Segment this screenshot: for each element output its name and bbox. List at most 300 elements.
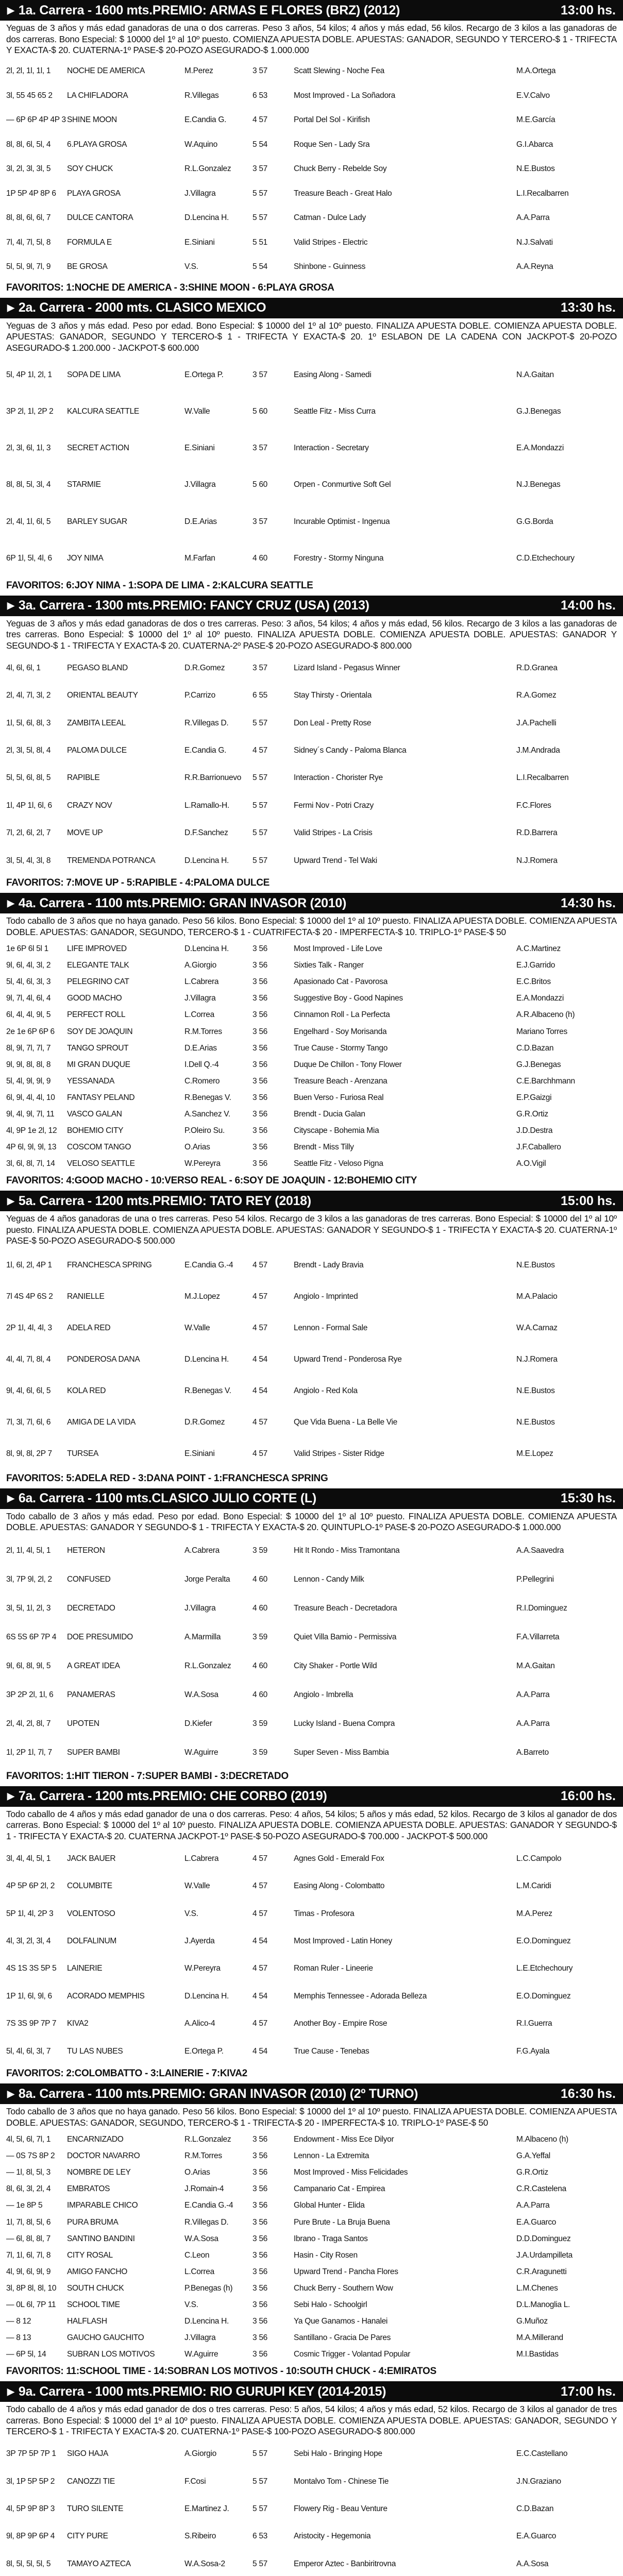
result-row xyxy=(6,157,617,181)
pedigree: Valid Stripes - Electric xyxy=(294,238,368,247)
pedigree: Roman Ruler - Lineerie xyxy=(294,1964,373,1973)
race-time: 14:00 hs. xyxy=(560,598,616,613)
pedigree: Quiet Villa Bamio - Permissiva xyxy=(294,1633,397,1642)
jockey: E.Siniani xyxy=(184,1449,215,1459)
pedigree: Valid Stripes - Sister Ridge xyxy=(294,1449,384,1459)
pedigree: True Cause - Tenebas xyxy=(294,2046,369,2056)
jockey: A.Giorgio xyxy=(184,2449,216,2459)
jockey: W.Valle xyxy=(184,407,210,416)
jockey: R.Villegas D. xyxy=(184,718,229,727)
trainer: E.C.Castellano xyxy=(516,2449,568,2459)
form-positions: 2l, 4l, 2l, 8l, 7 xyxy=(6,1719,51,1728)
jockey: E.Candia G.-4 xyxy=(184,1261,233,1270)
age-weight: 4 57 xyxy=(252,1324,267,1333)
age-weight: 5 57 xyxy=(252,801,267,810)
jockey: R.Villegas D. xyxy=(184,2217,229,2227)
form-positions: 9l, 6l, 4l, 3l, 2 xyxy=(6,961,51,970)
trainer: N.E.Bustos xyxy=(516,1386,555,1396)
jockey: L.Cabrera xyxy=(184,1854,219,1863)
trainer: M.E.Lopez xyxy=(516,1449,553,1459)
form-positions: — 6P 6P 4P 4P 3 xyxy=(6,115,66,125)
pedigree: Fermi Nov - Potri Crazy xyxy=(294,801,374,810)
race-header xyxy=(0,1488,623,1509)
race-conditions: Todo caballo de 4 años y más edad ganador de dos o tres carreras. Peso: 5 años, 54 kilos; 4 años y más edad, 52 kilos. Recargo de 3 kilos al ganador de tres carreras. Bono Especial: $ 10000 del 1º al 10º puesto. FINALIZA APUESTA DOBLE. COMIENZA APUESTA DOBLE. APUESTAS: GANADOR, SEGUNDO Y TERCERO-$ 1 - TRIFECTA Y EXACTA-$ 20. CUATERNA-1º PASE-$ 100-POZO ASEGURADO-$ 800.000 xyxy=(6,2404,617,2436)
jockey: V.S. xyxy=(184,262,198,271)
form-positions: 1l, 2P 1l, 7l, 7 xyxy=(6,1748,52,1757)
pedigree: Catman - Dulce Lady xyxy=(294,213,366,223)
form-positions: 9l, 7l, 4l, 6l, 4 xyxy=(6,994,51,1003)
jockey: J.Villagra xyxy=(184,189,216,198)
race-header xyxy=(0,2381,623,2402)
pedigree: Santillano - Gracia De Pares xyxy=(294,2333,391,2342)
trainer: C.D.Bazan xyxy=(516,2504,554,2514)
trainer: G.J.Benegas xyxy=(516,407,561,416)
horse-name: KIVA2 xyxy=(67,2019,89,2028)
pedigree: Cosmic Trigger - Volantad Popular xyxy=(294,2349,411,2359)
form-positions: 1P 5P 4P 8P 6 xyxy=(6,189,56,198)
jockey: R.L.Gonzalez xyxy=(184,1662,231,1671)
pedigree: Treasure Beach - Decretadora xyxy=(294,1603,397,1613)
horse-name: CONFUSED xyxy=(67,1574,111,1584)
pedigree: Another Boy - Empire Rose xyxy=(294,2019,388,2028)
horse-name: IMPARABLE CHICO xyxy=(67,2201,138,2210)
result-row xyxy=(6,1090,617,1106)
age-weight: 3 56 xyxy=(252,2349,267,2359)
jockey: D.Lencina H. xyxy=(184,856,229,865)
trainer: F.C.Flores xyxy=(516,801,551,810)
trainer: J.N.Graziano xyxy=(516,2477,561,2486)
race-title: 4a. Carrera - 1100 mts.PREMIO: GRAN INVASOR (2010) xyxy=(18,895,347,910)
horse-name: DULCE CANTORA xyxy=(67,213,133,223)
pedigree: Chuck Berry - Southern Wow xyxy=(294,2283,393,2293)
form-positions: 4P 6l, 9l, 9l, 13 xyxy=(6,1142,57,1151)
form-positions: 2l, 2l, 1l, 1l, 1 xyxy=(6,66,51,76)
age-weight: 3 56 xyxy=(252,1093,267,1102)
result-row xyxy=(6,654,617,682)
age-weight: 6 53 xyxy=(252,91,267,100)
result-row xyxy=(6,847,617,874)
age-weight: 3 56 xyxy=(252,1159,267,1168)
horse-name: JOY NIMA xyxy=(67,553,104,563)
trainer: R.I.Dominguez xyxy=(516,1603,567,1613)
pedigree: Shinbone - Guinness xyxy=(294,262,366,271)
pedigree: Stay Thirsty - Orientala xyxy=(294,691,372,700)
result-row xyxy=(6,792,617,819)
horse-name: KALCURA SEATTLE xyxy=(67,407,139,416)
horse-name: LAINERIE xyxy=(67,1964,103,1973)
pedigree: Angiolo - Imprinted xyxy=(294,1292,358,1301)
horse-name: SCHOOL TIME xyxy=(67,2300,120,2309)
jockey: R.L.Gonzalez xyxy=(184,164,231,174)
age-weight: 5 54 xyxy=(252,262,267,271)
jockey: D.Kiefer xyxy=(184,1719,212,1728)
pedigree: Orpen - Conmurtive Soft Gel xyxy=(294,480,391,489)
horse-name: NOMBRE DE LEY xyxy=(67,2168,131,2177)
form-positions: 7l, 4l, 7l, 5l, 8 xyxy=(6,238,51,247)
horse-name: VELOSO SEATTLE xyxy=(67,1159,135,1168)
trainer: G.G.Borda xyxy=(516,517,553,526)
pedigree: Chuck Berry - Rebelde Soy xyxy=(294,164,387,174)
race-time: 13:30 hs. xyxy=(560,300,616,315)
result-row xyxy=(6,2131,617,2148)
jockey: D.F.Sanchez xyxy=(184,828,228,838)
horse-name: HETERON xyxy=(67,1546,105,1555)
result-row xyxy=(6,1139,617,1156)
form-positions: 7l, 2l, 6l, 2l, 7 xyxy=(6,828,51,838)
age-weight: 3 56 xyxy=(252,2283,267,2293)
age-weight: 4 60 xyxy=(252,1690,267,1700)
result-row xyxy=(6,2181,617,2197)
horse-name: TANGO SPROUT xyxy=(67,1043,129,1053)
pedigree: Global Hunter - Elida xyxy=(294,2201,365,2210)
result-row xyxy=(6,2441,617,2468)
form-positions: 2e 1e 6P 6P 6 xyxy=(6,1027,55,1036)
result-row xyxy=(6,503,617,540)
age-weight: 4 54 xyxy=(252,2046,267,2056)
trainer: M.A.Ortega xyxy=(516,66,556,76)
trainer: G.I.Abarca xyxy=(516,140,553,149)
jockey: E.Candia G.-4 xyxy=(184,2201,233,2210)
trainer: C.D.Etchechoury xyxy=(516,553,575,563)
pedigree: Campanario Cat - Empirea xyxy=(294,2184,385,2194)
horse-name: COSCOM TANGO xyxy=(67,1142,131,1151)
result-row xyxy=(6,1845,617,1872)
horse-name: GOOD MACHO xyxy=(67,994,122,1003)
horse-name: TAMAYO AZTECA xyxy=(67,2559,131,2568)
pedigree: Most Improved - Miss Felicidades xyxy=(294,2168,408,2177)
form-positions: 3l, 2l, 3l, 3l, 5 xyxy=(6,164,51,174)
jockey: D.E.Arias xyxy=(184,517,217,526)
jockey: O.Arias xyxy=(184,1142,210,1151)
trainer: A.A.Sosa xyxy=(516,2559,549,2568)
pedigree: Memphis Tennessee - Adorada Belleza xyxy=(294,1991,427,2001)
pedigree: Suggestive Boy - Good Napines xyxy=(294,994,403,1003)
form-positions: 6l, 4l, 4l, 9l, 5 xyxy=(6,1010,51,1020)
trainer: E.A.Mondazzi xyxy=(516,444,564,453)
horse-name: TURSEA xyxy=(67,1449,99,1459)
jockey: D.R.Gomez xyxy=(184,663,225,672)
pedigree: City Shaker - Portle Wild xyxy=(294,1662,377,1671)
form-positions: 3P 7P 5P 7P 1 xyxy=(6,2449,56,2459)
race-section xyxy=(0,2083,623,2381)
result-row xyxy=(6,974,617,990)
result-row xyxy=(6,1652,617,1681)
jockey: W.Pereyra xyxy=(184,1964,221,1973)
age-weight: 5 57 xyxy=(252,828,267,838)
jockey: F.Cosi xyxy=(184,2477,206,2486)
horse-name: GAUCHO GAUCHITO xyxy=(67,2333,144,2342)
results-list xyxy=(0,1249,623,1471)
age-weight: 3 56 xyxy=(252,2151,267,2161)
horse-name: EMBRATOS xyxy=(67,2184,110,2194)
trainer: M.A.Palacio xyxy=(516,1292,558,1301)
age-weight: 3 57 xyxy=(252,444,267,453)
jockey: D.Lencina H. xyxy=(184,1991,229,2001)
pedigree: Endowment - Miss Ece Dilyor xyxy=(294,2135,394,2144)
horse-name: JACK BAUER xyxy=(67,1854,116,1863)
race-header xyxy=(0,1786,623,1807)
horse-name: UPOTEN xyxy=(67,1719,99,1728)
horse-name: BE GROSA xyxy=(67,262,108,271)
race-time: 17:00 hs. xyxy=(560,2384,616,2399)
race-conditions: Todo caballo de 4 años y más edad ganador de una o dos carreras. Peso: 4 años, 54 kilos; 5 años y más edad, 52 kilos. Recargo de 3 kilos al ganador de dos carreras. Bono Especial: $ 10000 del 1º al 10º puesto. FINALIZA APUESTA DOBLE. COMIENZA APUESTA DOBLE. APUESTAS: GANADOR Y SEGUNDO-$ 1 - TRIFECTA Y EXACTA-$ 20. CUATERNA JACKPOT-1º PASE-$ 50-POZO ASEGURADO-$ 700.000 - JACKPOT-$ 500.000 xyxy=(6,1808,617,1841)
pedigree: Montalvo Tom - Chinese Tie xyxy=(294,2477,389,2486)
result-row xyxy=(6,737,617,764)
form-positions: 2l, 4l, 1l, 6l, 5 xyxy=(6,517,51,526)
form-positions: 6l, 9l, 4l, 4l, 10 xyxy=(6,1093,55,1102)
form-positions: 4l, 9l, 6l, 9l, 9 xyxy=(6,2267,51,2276)
trainer: R.D.Granea xyxy=(516,663,558,672)
triangle-right-icon: ▶ xyxy=(7,1791,14,1801)
race-conditions: Todo caballo de 3 años que no haya ganado. Peso 56 kilos. Bono Especial: $ 10000 del 1º al 10º puesto. FINALIZA APUESTA DOBLE. COMIENZA APUESTA DOBLE. APUESTAS: GANADOR, SEGUNDO, TERCERO-$ 1 - TRIFECTA-$ 20 - IMPERFECTA-$ 10. TRIPLO-1º PASE-$ 50 xyxy=(6,2106,617,2128)
pedigree: Duque De Chillon - Tony Flower xyxy=(294,1060,402,1069)
jockey: Jorge Peralta xyxy=(184,1574,230,1584)
horse-name: FRANCHESCA SPRING xyxy=(67,1261,152,1270)
horse-name: TURO SILENTE xyxy=(67,2504,124,2514)
race-header xyxy=(0,298,623,318)
trainer: M.I.Bastidas xyxy=(516,2349,559,2359)
trainer: L.E.Etchechoury xyxy=(516,1964,573,1973)
form-positions: 3l, 4l, 4l, 5l, 1 xyxy=(6,1854,51,1863)
result-row xyxy=(6,1057,617,1073)
race-title: 7a. Carrera - 1200 mts.PREMIO: CHE CORBO (2019) xyxy=(18,1789,327,1803)
race-title: 6a. Carrera - 1100 mts.CLASICO JULIO CORTE (L) xyxy=(18,1491,316,1506)
form-positions: 1l, 6l, 2l, 4P 1 xyxy=(6,1261,52,1270)
jockey: R.M.Torres xyxy=(184,2151,222,2161)
trainer: E.P.Gaizgi xyxy=(516,1093,552,1102)
pedigree: Lennon - Formal Sale xyxy=(294,1324,368,1333)
form-positions: 4P 5P 6P 2l, 2 xyxy=(6,1882,55,1891)
horse-name: PANAMERAS xyxy=(67,1690,115,1700)
trainer: E.C.Britos xyxy=(516,977,551,987)
result-row xyxy=(6,1872,617,1900)
trainer: D.D.Dominguez xyxy=(516,2234,571,2243)
result-row xyxy=(6,2197,617,2214)
jockey: E.Martinez J. xyxy=(184,2504,229,2514)
result-row xyxy=(6,430,617,467)
form-positions: 4l, 3l, 2l, 3l, 4 xyxy=(6,1936,51,1945)
horse-name: HALFLASH xyxy=(67,2316,107,2326)
horse-name: PLAYA GROSA xyxy=(67,189,121,198)
favorites-line: FAVORITOS: 1:HIT TIERON - 7:SUPER BAMBI - 3:DECRETADO xyxy=(6,1770,289,1782)
age-weight: 5 54 xyxy=(252,140,267,149)
result-row xyxy=(6,2010,617,2037)
race-conditions: Todo caballo de 3 años que no haya ganado. Peso 56 kilos. Bono Especial: $ 10000 del 1º al 10º puesto. FINALIZA APUESTA DOBLE. COMIENZA APUESTA DOBLE. APUESTAS: GANADOR, SEGUNDO, TERCERO-$ 1 - CUATRIFECTA-$ 20 - IMPERFECTA-$ 10. TRIPLO-1º PASE-$ 50 xyxy=(6,916,617,937)
age-weight: 3 56 xyxy=(252,2267,267,2276)
jockey: W.Aquino xyxy=(184,140,217,149)
pedigree: Incurable Optimist - Ingenua xyxy=(294,517,390,526)
age-weight: 5 57 xyxy=(252,2559,267,2568)
age-weight: 3 57 xyxy=(252,663,267,672)
pedigree: Upward Trend - Pancha Flores xyxy=(294,2267,398,2276)
jockey: S.Ribeiro xyxy=(184,2532,216,2541)
race-conditions: Yeguas de 3 años y más edad. Peso por edad. Bono Especial: $ 10000 del 1º al 10º puesto. FINALIZA APUESTA DOBLE. COMIENZA APUESTA DOBLE. APUESTAS: GANADOR, SEGUNDO Y TERCERO-$ 1 - TRIFECTA Y EXACTA-$ 20. 1º ESLABON DE LA CADENA CON JACKPOT-$ 20-POZO ASEGURADO-$ 1.200.000 - JACKPOT-$ 600.000 xyxy=(6,320,617,353)
trainer: R.D.Barrera xyxy=(516,828,558,838)
age-weight: 3 56 xyxy=(252,2135,267,2144)
trainer: J.A.Pachelli xyxy=(516,718,557,727)
jockey: E.Candia G. xyxy=(184,115,227,125)
horse-name: CITY PURE xyxy=(67,2532,108,2541)
jockey: E.Ortega P. xyxy=(184,370,224,379)
jockey: R.L.Gonzalez xyxy=(184,2135,231,2144)
age-weight: 3 56 xyxy=(252,1027,267,1036)
race-title: 8a. Carrera - 1100 mts.PREMIO: GRAN INVASOR (2010) (2º TURNO) xyxy=(18,2086,418,2101)
jockey: J.Villagra xyxy=(184,2333,216,2342)
jockey: E.Siniani xyxy=(184,444,215,453)
age-weight: 4 54 xyxy=(252,1386,267,1396)
trainer: Mariano Torres xyxy=(516,1027,567,1036)
trainer: A.A.Parra xyxy=(516,213,550,223)
pedigree: Forestry - Stormy Ninguna xyxy=(294,553,384,563)
horse-name: MOVE UP xyxy=(67,828,103,838)
trainer: A.A.Parra xyxy=(516,1690,550,1700)
jockey: E.Siniani xyxy=(184,238,215,247)
age-weight: 4 54 xyxy=(252,1355,267,1364)
result-row xyxy=(6,1565,617,1594)
age-weight: 5 60 xyxy=(252,407,267,416)
result-row xyxy=(6,2280,617,2297)
age-weight: 3 56 xyxy=(252,1010,267,1020)
age-weight: 3 56 xyxy=(252,2168,267,2177)
result-row xyxy=(6,2346,617,2363)
form-positions: 5l, 5l, 9l, 7l, 9 xyxy=(6,262,51,271)
age-weight: 3 56 xyxy=(252,2250,267,2260)
age-weight: 4 57 xyxy=(252,1449,267,1459)
form-positions: 5l, 5l, 6l, 8l, 5 xyxy=(6,773,51,783)
form-positions: 7l 4S 4P 6S 2 xyxy=(6,1292,53,1301)
trainer: J.M.Andrada xyxy=(516,745,560,755)
form-positions: — 8 12 xyxy=(6,2316,31,2326)
age-weight: 3 57 xyxy=(252,517,267,526)
age-weight: 3 56 xyxy=(252,961,267,970)
race-title: 3a. Carrera - 1300 mts.PREMIO: FANCY CRUZ (USA) (2013) xyxy=(18,598,369,613)
jockey: L.Ramallo-H. xyxy=(184,801,229,810)
form-positions: 4l, 4l, 7l, 8l, 4 xyxy=(6,1355,51,1364)
trainer: M.A.Gaitan xyxy=(516,1662,555,1671)
jockey: W.Aguirre xyxy=(184,1748,218,1757)
pedigree: Lucky Island - Buena Compra xyxy=(294,1719,395,1728)
result-row xyxy=(6,206,617,230)
jockey: P.Carrizo xyxy=(184,691,215,700)
result-row xyxy=(6,1438,617,1470)
pedigree: Upward Trend - Ponderosa Rye xyxy=(294,1355,402,1364)
form-positions: 9l, 6l, 8l, 9l, 5 xyxy=(6,1662,51,1671)
pedigree: Don Leal - Pretty Rose xyxy=(294,718,372,727)
jockey: W.Valle xyxy=(184,1324,210,1333)
form-positions: 9l, 4l, 9l, 7l, 11 xyxy=(6,1109,55,1118)
horse-name: SOUTH CHUCK xyxy=(67,2283,124,2293)
trainer: E.O.Dominguez xyxy=(516,1991,571,2001)
horse-name: CANOZZI TIE xyxy=(67,2477,115,2486)
results-list xyxy=(0,1535,623,1769)
horse-name: CRAZY NOV xyxy=(67,801,112,810)
jockey: P.Benegas (h) xyxy=(184,2283,233,2293)
horse-name: ACORADO MEMPHIS xyxy=(67,1991,145,2001)
horse-name: STARMIE xyxy=(67,480,101,489)
form-positions: 2P 1l, 4l, 4l, 3 xyxy=(6,1324,52,1333)
race-section xyxy=(0,0,623,298)
result-row xyxy=(6,2297,617,2313)
horse-name: ELEGANTE TALK xyxy=(67,961,129,970)
age-weight: 4 57 xyxy=(252,1882,267,1891)
pedigree: Roque Sen - Lady Sra xyxy=(294,140,370,149)
triangle-right-icon: ▶ xyxy=(7,302,14,313)
pedigree: Angiolo - Imbrella xyxy=(294,1690,353,1700)
pedigree: Sebi Halo - Schoolgirl xyxy=(294,2300,367,2309)
pedigree: Ibrano - Traga Santos xyxy=(294,2234,368,2243)
result-row xyxy=(6,1738,617,1767)
jockey: L.Correa xyxy=(184,2267,214,2276)
age-weight: 4 57 xyxy=(252,745,267,755)
age-weight: 4 57 xyxy=(252,1292,267,1301)
result-row xyxy=(6,709,617,737)
triangle-right-icon: ▶ xyxy=(7,5,14,15)
jockey: W.Aguirre xyxy=(184,2349,218,2359)
age-weight: 3 56 xyxy=(252,2184,267,2194)
form-positions: 9l, 9l, 8l, 8l, 8 xyxy=(6,1060,51,1069)
pedigree: Hit It Rondo - Miss Tramontana xyxy=(294,1546,400,1555)
jockey: J.Ayerda xyxy=(184,1936,215,1945)
triangle-right-icon: ▶ xyxy=(7,600,14,611)
form-positions: 8l, 8l, 6l, 5l, 4 xyxy=(6,140,51,149)
horse-name: RANIELLE xyxy=(67,1292,105,1301)
horse-name: FANTASY PELAND xyxy=(67,1093,135,1102)
age-weight: 3 59 xyxy=(252,1633,267,1642)
jockey: A.Alico-4 xyxy=(184,2019,215,2028)
jockey: W.A.Sosa xyxy=(184,2234,218,2243)
horse-name: COLUMBITE xyxy=(67,1882,112,1891)
jockey: A.Marmilla xyxy=(184,1633,221,1642)
result-row xyxy=(6,1900,617,1927)
jockey: M.Farfan xyxy=(184,553,215,563)
trainer: E.A.Mondazzi xyxy=(516,994,564,1003)
age-weight: 3 56 xyxy=(252,977,267,987)
age-weight: 3 56 xyxy=(252,2316,267,2326)
jockey: D.E.Arias xyxy=(184,1043,217,1053)
race-time: 13:00 hs. xyxy=(560,3,616,18)
pedigree: Emperor Aztec - Banbiritrovna xyxy=(294,2559,396,2568)
horse-name: PONDEROSA DANA xyxy=(67,1355,140,1364)
pedigree: Agnes Gold - Emerald Fox xyxy=(294,1854,384,1863)
age-weight: 4 60 xyxy=(252,1662,267,1671)
result-row xyxy=(6,108,617,132)
form-positions: 1l, 7l, 8l, 5l, 6 xyxy=(6,2217,51,2227)
pedigree: Lennon - La Extremita xyxy=(294,2151,369,2161)
age-weight: 4 57 xyxy=(252,1261,267,1270)
pedigree: Most Improved - Life Love xyxy=(294,944,382,954)
form-positions: 8l, 9l, 7l, 7l, 7 xyxy=(6,1043,51,1053)
trainer: A.A.Parra xyxy=(516,1719,550,1728)
jockey: D.Lencina H. xyxy=(184,944,229,954)
age-weight: 3 59 xyxy=(252,1546,267,1555)
jockey: M.J.Lopez xyxy=(184,1292,220,1301)
trainer: G.R.Ortiz xyxy=(516,2168,548,2177)
trainer: W.A.Carnaz xyxy=(516,1324,558,1333)
result-row xyxy=(6,2247,617,2264)
age-weight: 3 59 xyxy=(252,1719,267,1728)
result-row xyxy=(6,1281,617,1313)
age-weight: 3 56 xyxy=(252,1076,267,1086)
horse-name: ZAMBITA LEEAL xyxy=(67,718,126,727)
jockey: C.Leon xyxy=(184,2250,210,2260)
race-header xyxy=(0,1191,623,1211)
horse-name: TREMENDA POTRANCA xyxy=(67,856,156,865)
jockey: V.S. xyxy=(184,1909,198,1918)
jockey: O.Arias xyxy=(184,2168,210,2177)
trainer: N.J.Salvati xyxy=(516,238,553,247)
jockey: J.Villagra xyxy=(184,480,216,489)
trainer: G.R.Ortiz xyxy=(516,1109,548,1118)
